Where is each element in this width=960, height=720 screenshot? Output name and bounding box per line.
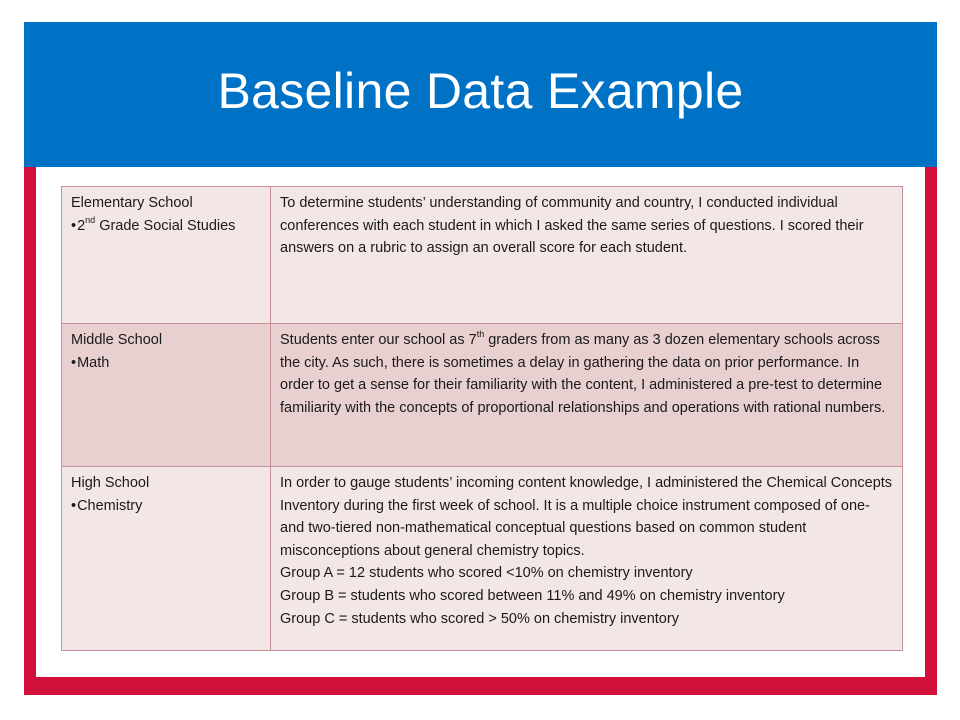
title-banner [24, 22, 937, 167]
description-text: In order to gauge students’ incoming content knowledge, I administered the Chemical Concepts Inventory during the first week of school. It is a multiple choice instrument composed of one- and two-tiered non-mathematical conceptual questions based on common student misconceptions about general chemistry topics. [280, 475, 893, 559]
group-line: Group C = students who scored > 50% on chemistry inventory [280, 610, 679, 627]
school-level: High School [71, 475, 150, 491]
description-text: To determine students’ understanding of community and country, I conducted individual conferences with each student in which I asked the same series of questions. I scored their answers on a rubric to assign an overall score for each student. [280, 195, 864, 257]
baseline-data-table [61, 186, 903, 651]
school-level: Middle School [71, 332, 163, 348]
subject-bullet: • Chemistry [71, 495, 261, 518]
table-row-high [62, 467, 903, 651]
description-cell [271, 467, 903, 651]
description-cell [271, 324, 903, 467]
description-text: Students enter our school as 7th graders from as many as 3 dozen elementary schools across the city. As such, there is sometimes a delay in gathering the data on prior performance. In order to get a sense for their familiarity with the content, I administered a pre-test to determine familiarity with the concepts of proportional relationships and operations with rational numbers. [280, 329, 886, 416]
group-line: Group A = 12 students who scored <10% on chemistry inventory [280, 565, 693, 582]
table-row-elementary [62, 187, 903, 324]
slide-title: Baseline Data Example [217, 62, 744, 119]
school-level: Elementary School [71, 195, 193, 211]
school-cell [62, 467, 271, 651]
school-cell [62, 187, 271, 324]
subject-bullet: • 2nd Grade Social Studies [71, 215, 261, 238]
school-cell [62, 324, 271, 467]
table-row-middle [62, 324, 903, 467]
subject-bullet: • Math [71, 352, 261, 375]
description-cell [271, 187, 903, 324]
group-line: Group B = students who scored between 11% and 49% on chemistry inventory [280, 587, 785, 604]
